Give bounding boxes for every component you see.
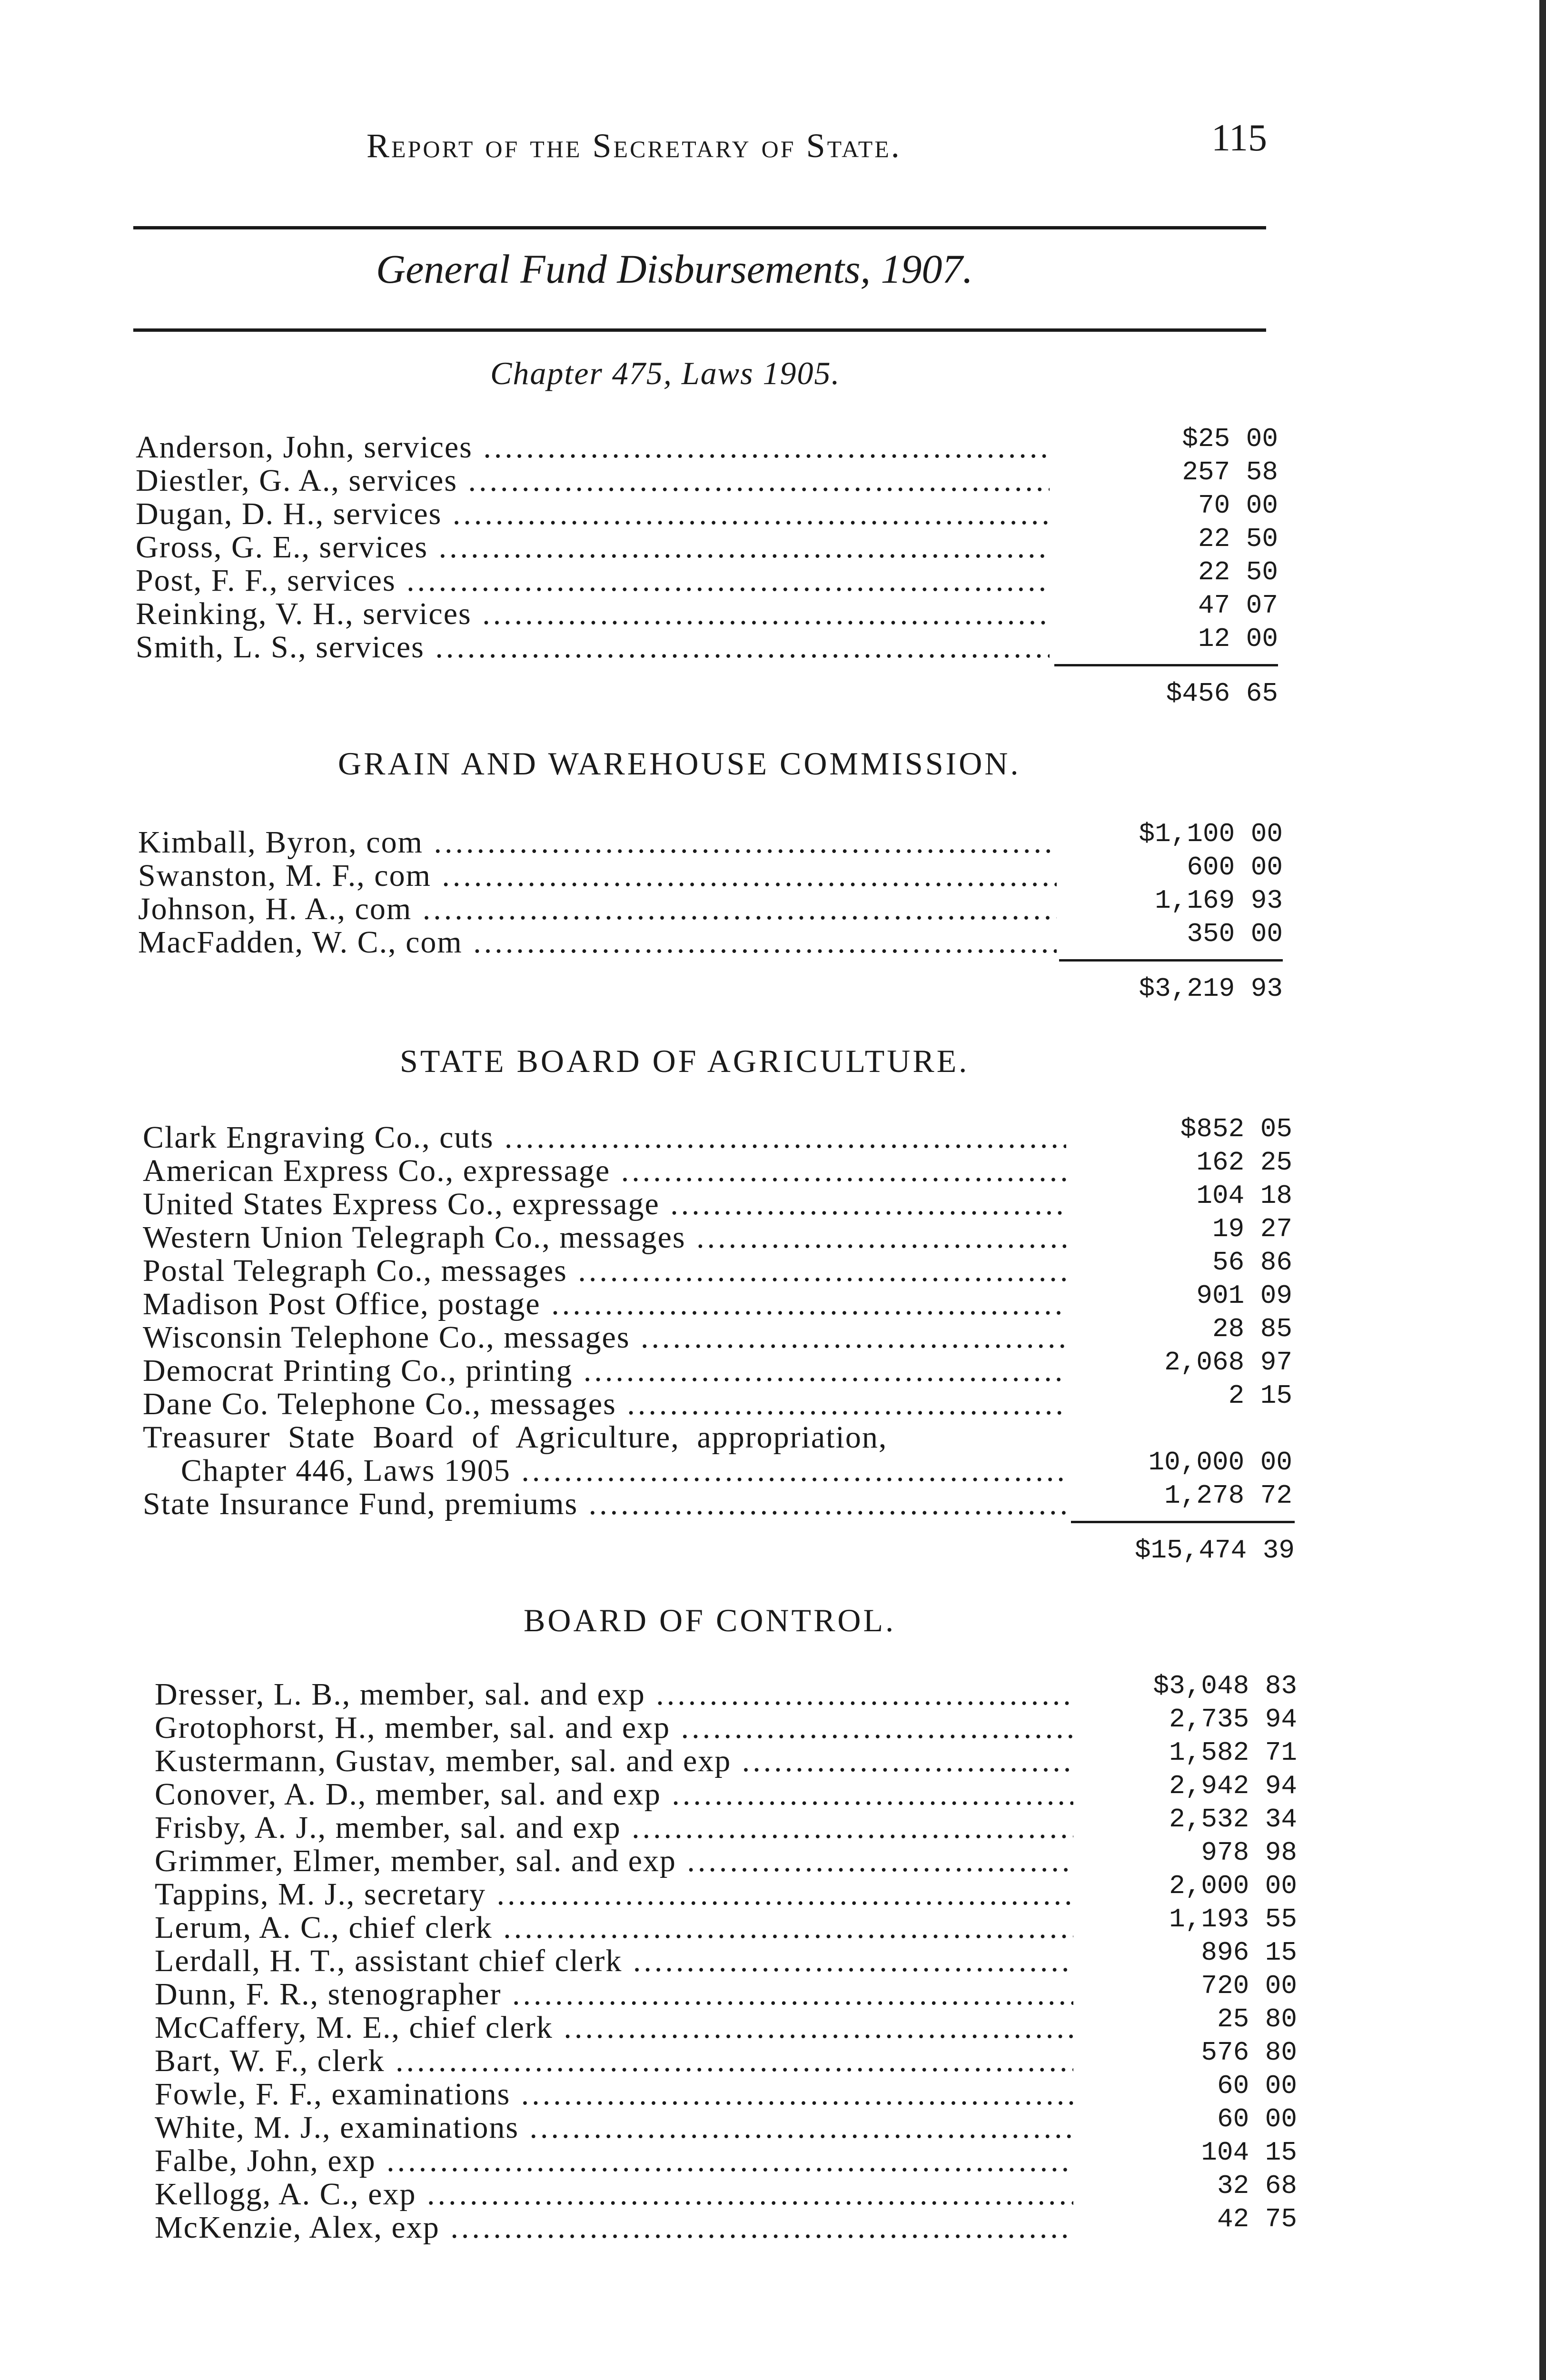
header-rule-top	[133, 226, 1266, 229]
entry-description: Madison Post Office, postage .....	[143, 1288, 1066, 1321]
entry-amount: 576 80	[1201, 2037, 1297, 2068]
section-total: $456 65	[1166, 678, 1278, 709]
entry-amount: $25 00	[1182, 424, 1278, 454]
entry-description: McKenzie, Alex, exp .....	[155, 2211, 1073, 2244]
entry-amount: 2,000 00	[1169, 1871, 1297, 1901]
entry-description: Conover, A. D., member, sal. and exp .....	[155, 1778, 1073, 1811]
entry-description: Frisby, A. J., member, sal. and exp .....	[155, 1811, 1073, 1844]
entry-amount: 2,942 94	[1169, 1771, 1297, 1801]
entry-description: Swanston, M. F., com .....	[138, 859, 1057, 892]
entry-description: Lerum, A. C., chief clerk .....	[155, 1911, 1073, 1944]
entry-amount: 22 50	[1198, 557, 1278, 587]
entry-amount: 60 00	[1217, 2104, 1297, 2134]
entry-description: Chapter 446, Laws 1905 .....	[181, 1454, 1066, 1488]
page-edge-shadow	[1539, 0, 1546, 2380]
entry-description: Dresser, L. B., member, sal. and exp .....	[155, 1678, 1073, 1711]
entry-description: Kimball, Byron, com .....	[138, 826, 1057, 859]
entry-amount: 1,193 55	[1169, 1904, 1297, 1934]
entry-description: Grotophorst, H., member, sal. and exp .....	[155, 1711, 1073, 1745]
running-head: Report of the Secretary of State.	[367, 127, 902, 165]
entry-amount: 720 00	[1201, 1971, 1297, 2001]
entry-description: United States Express Co., expressage .....	[143, 1188, 1066, 1221]
entry-amount: 47 07	[1198, 590, 1278, 621]
entry-description: Falbe, John, exp .....	[155, 2144, 1073, 2178]
entry-description: Reinking, V. H., services .....	[136, 597, 1050, 631]
entry-amount: 1,582 71	[1169, 1737, 1297, 1768]
entry-description: Clark Engraving Co., cuts .....	[143, 1121, 1066, 1154]
entry-description: Dunn, F. R., stenographer .....	[155, 1978, 1073, 2011]
entry-amount: 19 27	[1212, 1214, 1292, 1244]
entry-amount: 600 00	[1187, 852, 1283, 883]
entry-amount: 1,169 93	[1155, 885, 1283, 916]
section-heading: GRAIN AND WAREHOUSE COMMISSION.	[338, 745, 1021, 782]
entry-description: White, M. J., examinations .....	[155, 2111, 1073, 2144]
document-title: General Fund Disbursements, 1907.	[376, 246, 973, 292]
entry-amount: 2 15	[1228, 1380, 1292, 1411]
entry-amount: $852 05	[1180, 1114, 1292, 1144]
entry-description: Wisconsin Telephone Co., messages .....	[143, 1321, 1066, 1354]
entry-amount: 60 00	[1217, 2071, 1297, 2101]
entry-description: Kustermann, Gustav, member, sal. and exp .....	[155, 1745, 1073, 1778]
entry-description: Kellogg, A. C., exp .....	[155, 2178, 1073, 2211]
total-rule	[1059, 959, 1283, 962]
entry-description: Lerdall, H. T., assistant chief clerk .....	[155, 1944, 1073, 1978]
entry-amount: 2,532 34	[1169, 1804, 1297, 1835]
entry-amount: 28 85	[1212, 1314, 1292, 1344]
entry-amount: 56 86	[1212, 1247, 1292, 1278]
entry-description: Postal Telegraph Co., messages .....	[143, 1254, 1066, 1288]
entry-amount: 896 15	[1201, 1937, 1297, 1968]
entry-amount: 257 58	[1182, 457, 1278, 487]
entry-amount: 25 80	[1217, 2004, 1297, 2034]
section-heading: BOARD OF CONTROL.	[524, 1602, 896, 1638]
entry-amount: 104 15	[1201, 2137, 1297, 2168]
entry-amount: 22 50	[1198, 524, 1278, 554]
entry-amount: 70 00	[1198, 490, 1278, 521]
entry-amount: 32 68	[1217, 2171, 1297, 2201]
entry-description: Western Union Telegraph Co., messages .....	[143, 1221, 1066, 1254]
section-total: $3,219 93	[1139, 973, 1283, 1004]
entry-description: Democrat Printing Co., printing .....	[143, 1354, 1066, 1388]
entry-description: MacFadden, W. C., com .....	[138, 926, 1057, 959]
entry-amount: $3,048 83	[1153, 1671, 1297, 1701]
total-rule	[1054, 664, 1278, 666]
entry-description: Dane Co. Telephone Co., messages .....	[143, 1388, 1066, 1421]
entry-amount: $1,100 00	[1139, 819, 1283, 849]
entry-amount: 104 18	[1196, 1180, 1292, 1211]
entry-description: Tappins, M. J., secretary .....	[155, 1878, 1073, 1911]
entry-description: State Insurance Fund, premiums .....	[143, 1488, 1066, 1521]
entry-amount: 350 00	[1187, 919, 1283, 949]
entry-description: Grimmer, Elmer, member, sal. and exp .....	[155, 1844, 1073, 1878]
page-number: 115	[1211, 117, 1268, 159]
header-rule-bottom	[133, 328, 1266, 332]
entry-description: Treasurer State Board of Agriculture, appropriation,	[143, 1421, 888, 1454]
entry-amount: 12 00	[1198, 624, 1278, 654]
entry-amount: 10,000 00	[1148, 1447, 1292, 1478]
entry-amount: 901 09	[1196, 1280, 1292, 1311]
entry-amount: 42 75	[1217, 2204, 1297, 2234]
entry-description: Gross, G. E., services .....	[136, 531, 1050, 564]
entry-description: Smith, L. S., services .....	[136, 631, 1050, 664]
entry-description: American Express Co., expressage .....	[143, 1154, 1066, 1188]
entry-amount: 2,735 94	[1169, 1704, 1297, 1735]
section-total: $15,474 39	[1134, 1535, 1295, 1566]
entry-amount: 162 25	[1196, 1147, 1292, 1178]
entry-description: Dugan, D. H., services .....	[136, 497, 1050, 531]
entry-description: Diestler, G. A., services .....	[136, 464, 1050, 497]
entry-amount: 2,068 97	[1164, 1347, 1292, 1378]
entry-description: Anderson, John, services .....	[136, 431, 1050, 464]
entry-description: McCaffery, M. E., chief clerk .....	[155, 2011, 1073, 2044]
entry-description: Johnson, H. A., com .....	[138, 892, 1057, 926]
entry-amount: 1,278 72	[1164, 1480, 1292, 1511]
total-rule	[1071, 1521, 1295, 1523]
section-heading: STATE BOARD OF AGRICULTURE.	[400, 1043, 970, 1079]
entry-description: Post, F. F., services .....	[136, 564, 1050, 597]
entry-description: Bart, W. F., clerk .....	[155, 2044, 1073, 2078]
entry-amount: 978 98	[1201, 1837, 1297, 1868]
entry-description: Fowle, F. F., examinations .....	[155, 2078, 1073, 2111]
section-heading: Chapter 475, Laws 1905.	[490, 355, 841, 391]
